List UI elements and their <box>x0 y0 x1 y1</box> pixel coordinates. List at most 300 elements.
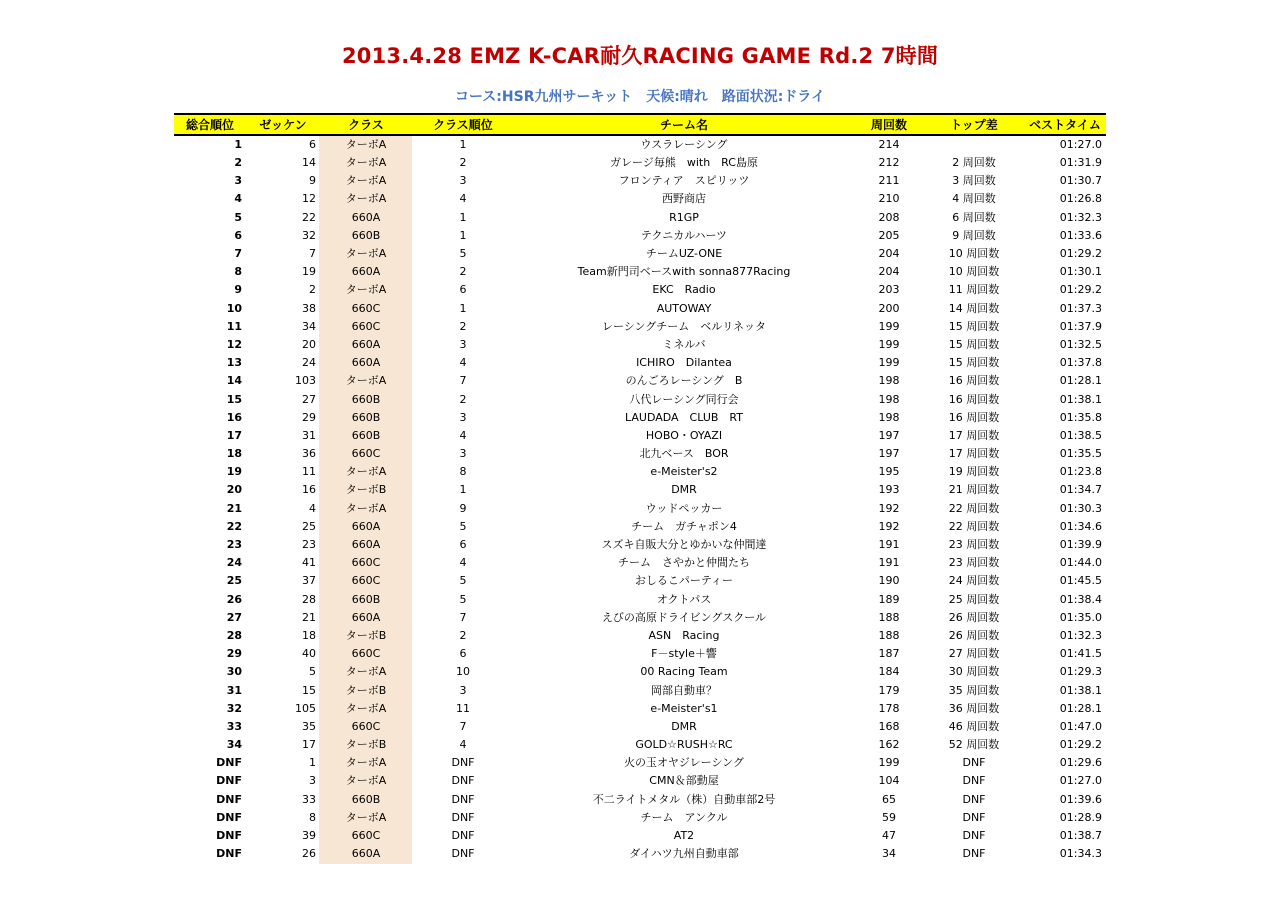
car-class: ターボB <box>345 738 387 752</box>
car-number: 37 <box>302 574 316 588</box>
lap-count: 204 <box>878 247 900 261</box>
best-lap-time: 01:47.0 <box>1059 719 1102 733</box>
gap-to-leader: 15 周回数 <box>948 319 1000 333</box>
team-name: レーシングチーム ベルリネッタ <box>601 319 767 333</box>
car-number: 19 <box>302 265 316 279</box>
best-lap-time: 01:28.1 <box>1059 374 1102 388</box>
lap-count: 210 <box>878 192 900 206</box>
class-rank: 2 <box>459 628 467 642</box>
table-row <box>174 572 1106 590</box>
gap-to-leader: 46 周回数 <box>948 719 1000 733</box>
best-lap-time: 01:37.8 <box>1059 356 1102 370</box>
class-rank: DNF <box>451 774 475 788</box>
lap-count: 168 <box>878 719 900 733</box>
best-lap-time: 01:29.2 <box>1059 738 1102 752</box>
table-header-row <box>174 114 1106 135</box>
car-class: 660A <box>351 610 381 624</box>
team-name: F－style＋響 <box>651 647 717 661</box>
car-class: ターボA <box>345 465 387 479</box>
overall-position: DNF <box>216 756 242 770</box>
gap-to-leader: 6 周回数 <box>952 210 996 224</box>
table-row <box>174 772 1106 790</box>
team-name: おしるこパーティー <box>634 574 734 588</box>
overall-position: 15 <box>226 392 242 406</box>
best-lap-time: 01:38.5 <box>1059 428 1102 442</box>
class-rank: 5 <box>459 247 467 261</box>
team-name: チーム アンクル <box>640 810 728 824</box>
car-number: 3 <box>309 774 316 788</box>
car-number: 32 <box>302 228 316 242</box>
header-overall: 総合順位 <box>174 114 246 135</box>
best-lap-time: 01:35.8 <box>1059 410 1102 424</box>
team-name: 00 Racing Team <box>640 665 728 679</box>
best-lap-time: 01:32.3 <box>1059 210 1102 224</box>
gap-to-leader: 19 周回数 <box>948 465 1000 479</box>
best-lap-time: 01:38.1 <box>1059 392 1102 406</box>
table-row <box>174 154 1106 172</box>
lap-count: 104 <box>878 774 900 788</box>
class-rank: 8 <box>459 465 467 479</box>
class-rank: 4 <box>459 556 467 570</box>
gap-to-leader: 27 周回数 <box>948 647 1000 661</box>
gap-to-leader: 25 周回数 <box>948 592 1000 606</box>
gap-to-leader: 14 周回数 <box>948 301 1000 315</box>
table-row <box>174 409 1106 427</box>
best-lap-time: 01:39.9 <box>1059 538 1102 552</box>
table-row <box>174 681 1106 699</box>
gap-to-leader: 24 周回数 <box>948 574 1000 588</box>
gap-to-leader: 9 周回数 <box>952 228 996 242</box>
overall-position: 17 <box>226 428 242 442</box>
overall-position: DNF <box>216 792 242 806</box>
car-number: 39 <box>302 829 316 843</box>
class-rank: 5 <box>459 574 467 588</box>
car-number: 40 <box>302 647 316 661</box>
lap-count: 204 <box>878 265 900 279</box>
lap-count: 191 <box>878 538 900 552</box>
lap-count: 200 <box>878 301 900 315</box>
car-number: 105 <box>295 701 316 715</box>
car-class: ターボA <box>345 701 387 715</box>
lap-count: 214 <box>878 138 900 151</box>
gap-to-leader: 30 周回数 <box>948 665 1000 679</box>
table-row <box>174 791 1106 809</box>
table-row <box>174 591 1106 609</box>
car-number: 11 <box>302 465 316 479</box>
car-class: ターボA <box>345 810 387 824</box>
header-class-rank: クラス順位 <box>412 114 514 135</box>
team-name: 八代レーシング同行会 <box>629 392 739 406</box>
table-row <box>174 700 1106 718</box>
car-class: 660C <box>351 447 381 461</box>
team-name: チームUZ-ONE <box>645 247 723 261</box>
car-number: 41 <box>302 556 316 570</box>
lap-count: 208 <box>878 210 900 224</box>
best-lap-time: 01:23.8 <box>1059 465 1102 479</box>
car-class: 660B <box>351 592 381 606</box>
lap-count: 198 <box>878 392 900 406</box>
car-class: ターボA <box>345 665 387 679</box>
table-row <box>174 445 1106 463</box>
class-rank: 2 <box>459 265 467 279</box>
class-rank: 1 <box>459 210 467 224</box>
team-name: ウスラレーシング <box>640 138 728 151</box>
team-name: EKC Radio <box>652 283 716 297</box>
table-row <box>174 645 1106 663</box>
gap-to-leader: 17 周回数 <box>948 428 1000 442</box>
gap-to-leader: 22 周回数 <box>948 519 1000 533</box>
team-name: 岡部自動車？ <box>651 683 717 697</box>
overall-position: 10 <box>226 301 242 315</box>
overall-position: 20 <box>226 483 242 497</box>
lap-count: 188 <box>878 628 900 642</box>
best-lap-time: 01:45.5 <box>1059 574 1102 588</box>
overall-position: DNF <box>216 774 242 788</box>
best-lap-time: 01:28.9 <box>1059 810 1102 824</box>
overall-position: 13 <box>226 356 242 370</box>
lap-count: 197 <box>878 447 900 461</box>
overall-position: 33 <box>226 719 242 733</box>
team-name: DMR <box>671 483 697 497</box>
lap-count: 203 <box>878 283 900 297</box>
lap-count: 199 <box>878 319 900 333</box>
class-rank: 3 <box>459 683 467 697</box>
class-rank: 1 <box>459 138 467 151</box>
car-class: 660A <box>351 538 381 552</box>
best-lap-time: 01:30.7 <box>1059 174 1102 188</box>
car-number: 28 <box>302 592 316 606</box>
gap-to-leader: 3 周回数 <box>952 174 996 188</box>
header-gap: トップ差 <box>924 114 1024 135</box>
overall-position: 24 <box>226 556 242 570</box>
lap-count: 188 <box>878 610 900 624</box>
best-lap-time: 01:30.3 <box>1059 501 1102 515</box>
lap-count: 189 <box>878 592 900 606</box>
overall-position: 19 <box>226 465 242 479</box>
car-class: 660B <box>351 228 381 242</box>
car-class: ターボA <box>345 374 387 388</box>
class-rank: 7 <box>459 719 467 733</box>
overall-position: DNF <box>216 810 242 824</box>
team-name: AUTOWAY <box>656 301 712 315</box>
table-row <box>174 135 1106 154</box>
best-lap-time: 01:38.4 <box>1059 592 1102 606</box>
car-number: 2 <box>309 283 316 297</box>
gap-to-leader: 15 周回数 <box>948 337 1000 351</box>
overall-position: 11 <box>226 319 242 333</box>
table-row <box>174 227 1106 245</box>
car-class: ターボA <box>345 774 387 788</box>
best-lap-time: 01:32.5 <box>1059 337 1102 351</box>
table-row <box>174 354 1106 372</box>
table-row <box>174 209 1106 227</box>
best-lap-time: 01:27.0 <box>1059 138 1102 151</box>
car-class: ターボA <box>345 283 387 297</box>
team-name: ASN Racing <box>648 628 720 642</box>
car-class: 660C <box>351 829 381 843</box>
lap-count: 192 <box>878 501 900 515</box>
gap-to-leader: 36 周回数 <box>948 701 1000 715</box>
gap-to-leader: 11 周回数 <box>948 283 1000 297</box>
gap-to-leader: 10 周回数 <box>948 247 1000 261</box>
car-number: 24 <box>302 356 316 370</box>
table-row <box>174 372 1106 390</box>
lap-count: 212 <box>878 156 900 170</box>
class-rank: 2 <box>459 156 467 170</box>
car-number: 17 <box>302 738 316 752</box>
table-row <box>174 336 1106 354</box>
car-number: 35 <box>302 719 316 733</box>
car-class: ターボB <box>345 683 387 697</box>
car-number: 38 <box>302 301 316 315</box>
gap-to-leader: DNF <box>962 792 986 806</box>
lap-count: 184 <box>878 665 900 679</box>
table-row <box>174 500 1106 518</box>
lap-count: 199 <box>878 756 900 770</box>
gap-to-leader: 35 周回数 <box>948 683 1000 697</box>
best-lap-time: 01:31.9 <box>1059 156 1102 170</box>
car-number: 21 <box>302 610 316 624</box>
car-number: 23 <box>302 538 316 552</box>
best-lap-time: 01:29.2 <box>1059 283 1102 297</box>
overall-position: 32 <box>226 701 242 715</box>
lap-count: 59 <box>882 810 896 824</box>
class-rank: 2 <box>459 319 467 333</box>
car-class: 660B <box>351 392 381 406</box>
header-laps: 周回数 <box>854 114 924 135</box>
gap-to-leader: DNF <box>962 756 986 770</box>
gap-to-leader: 15 周回数 <box>948 356 1000 370</box>
overall-position: 14 <box>226 374 242 388</box>
results-body <box>174 135 1106 863</box>
car-number: 6 <box>309 138 316 151</box>
overall-position: 2 <box>234 156 242 170</box>
car-class: ターボB <box>345 628 387 642</box>
class-rank: 7 <box>459 374 467 388</box>
class-rank: 4 <box>459 356 467 370</box>
class-rank: 7 <box>459 610 467 624</box>
class-rank: DNF <box>451 756 475 770</box>
overall-position: 31 <box>226 683 242 697</box>
lap-count: 199 <box>878 337 900 351</box>
table-row <box>174 300 1106 318</box>
team-name: フロンティア スピリッツ <box>618 174 750 188</box>
team-name: ミネルバ <box>662 337 706 351</box>
team-name: オクトパス <box>656 592 712 606</box>
overall-position: 25 <box>226 574 242 588</box>
car-number: 34 <box>302 319 316 333</box>
car-number: 4 <box>309 501 316 515</box>
best-lap-time: 01:35.0 <box>1059 610 1102 624</box>
gap-to-leader <box>924 135 1024 154</box>
results-table <box>174 113 1106 863</box>
table-row <box>174 318 1106 336</box>
best-lap-time: 01:44.0 <box>1059 556 1102 570</box>
header-team: チーム名 <box>514 114 854 135</box>
car-class: ターボA <box>345 156 387 170</box>
lap-count: 198 <box>878 410 900 424</box>
table-row <box>174 390 1106 408</box>
table-row <box>174 172 1106 190</box>
table-row <box>174 463 1106 481</box>
car-class: 660C <box>351 574 381 588</box>
overall-position: 21 <box>226 501 242 515</box>
overall-position: 5 <box>234 210 242 224</box>
class-rank: 4 <box>459 738 467 752</box>
table-row <box>174 754 1106 772</box>
overall-position: 8 <box>234 265 242 279</box>
class-rank: 5 <box>459 519 467 533</box>
car-class: ターボA <box>345 174 387 188</box>
gap-to-leader: 23 周回数 <box>948 556 1000 570</box>
overall-position: 3 <box>234 174 242 188</box>
best-lap-time: 01:32.3 <box>1059 628 1102 642</box>
gap-to-leader: DNF <box>962 810 986 824</box>
overall-position: 1 <box>234 138 242 151</box>
table-row <box>174 536 1106 554</box>
car-number: 22 <box>302 210 316 224</box>
class-rank: 5 <box>459 592 467 606</box>
car-class: ターボA <box>345 501 387 515</box>
team-name: Team新門司ベースwith sonna877Racing <box>577 265 791 279</box>
table-row <box>174 809 1106 827</box>
car-class: 660A <box>351 337 381 351</box>
overall-position: 28 <box>226 628 242 642</box>
gap-to-leader: 26 周回数 <box>948 610 1000 624</box>
overall-position: 23 <box>226 538 242 552</box>
best-lap-time: 01:29.2 <box>1059 247 1102 261</box>
class-rank: DNF <box>451 829 475 843</box>
car-class: 660C <box>351 319 381 333</box>
overall-position: 27 <box>226 610 242 624</box>
overall-position: 6 <box>234 228 242 242</box>
best-lap-time: 01:41.5 <box>1059 647 1102 661</box>
overall-position: 26 <box>226 592 242 606</box>
team-name: 火の玉オヤジレーシング <box>624 756 744 770</box>
team-name: えびの高原ドライビングスクール <box>601 610 767 624</box>
table-row <box>174 663 1106 681</box>
table-row <box>174 427 1106 445</box>
gap-to-leader: 16 周回数 <box>948 392 1000 406</box>
car-number: 29 <box>302 410 316 424</box>
class-rank: 3 <box>459 447 467 461</box>
results-table-container <box>174 113 1106 863</box>
header-class: クラス <box>320 114 412 135</box>
team-name: チーム ガチャポン4 <box>631 519 737 533</box>
team-name: 北九ベース BOR <box>639 447 729 461</box>
class-rank: 3 <box>459 410 467 424</box>
car-number: 14 <box>302 156 316 170</box>
class-rank: 10 <box>456 665 470 679</box>
gap-to-leader: DNF <box>962 847 986 861</box>
table-row <box>174 281 1106 299</box>
gap-to-leader: 52 周回数 <box>948 738 1000 752</box>
car-class: 660C <box>351 556 381 570</box>
car-number: 5 <box>309 665 316 679</box>
class-rank: 6 <box>459 538 467 552</box>
class-rank: 1 <box>459 483 467 497</box>
car-number: 20 <box>302 337 316 351</box>
header-number: ゼッケン <box>246 114 320 135</box>
team-name: 西野商店 <box>662 192 706 206</box>
car-class: 660A <box>351 265 381 279</box>
class-rank: 9 <box>459 501 467 515</box>
team-name: AT2 <box>673 829 695 843</box>
car-class: ターボA <box>345 192 387 206</box>
gap-to-leader: DNF <box>962 829 986 843</box>
lap-count: 191 <box>878 556 900 570</box>
best-lap-time: 01:37.9 <box>1059 319 1102 333</box>
best-lap-time: 01:30.1 <box>1059 265 1102 279</box>
page-title: 2013.4.28 EMZ K-CAR耐久RACING GAME Rd.2 7時間 <box>341 44 939 68</box>
gap-to-leader: 16 周回数 <box>948 410 1000 424</box>
gap-to-leader: 4 周回数 <box>952 192 996 206</box>
lap-count: 65 <box>882 792 896 806</box>
best-lap-time: 01:35.5 <box>1059 447 1102 461</box>
car-class: 660C <box>351 647 381 661</box>
table-row <box>174 245 1106 263</box>
team-name: CMN＆部動屋 <box>649 774 719 788</box>
lap-count: 205 <box>878 228 900 242</box>
team-name: GOLD☆RUSH☆RC <box>635 738 733 752</box>
team-name: ガレージ毎熊 with RC島原 <box>610 156 758 170</box>
best-lap-time: 01:39.6 <box>1059 792 1102 806</box>
lap-count: 190 <box>878 574 900 588</box>
lap-count: 211 <box>878 174 900 188</box>
best-lap-time: 01:29.6 <box>1059 756 1102 770</box>
car-class: ターボA <box>345 247 387 261</box>
lap-count: 198 <box>878 374 900 388</box>
overall-position: DNF <box>216 829 242 843</box>
best-lap-time: 01:38.1 <box>1059 683 1102 697</box>
car-number: 16 <box>302 483 316 497</box>
lap-count: 197 <box>878 428 900 442</box>
class-rank: 11 <box>456 701 470 715</box>
car-number: 8 <box>309 810 316 824</box>
class-rank: 3 <box>459 174 467 188</box>
overall-position: 30 <box>226 665 242 679</box>
class-rank: DNF <box>451 792 475 806</box>
lap-count: 199 <box>878 356 900 370</box>
gap-to-leader: DNF <box>962 774 986 788</box>
class-rank: 4 <box>459 192 467 206</box>
car-number: 12 <box>302 192 316 206</box>
class-rank: 6 <box>459 283 467 297</box>
team-name: 不二ライトメタル（株）自動車部2号 <box>592 792 776 806</box>
team-name: ウッドペッカー <box>645 501 723 515</box>
overall-position: 29 <box>226 647 242 661</box>
car-number: 27 <box>302 392 316 406</box>
car-class: ターボA <box>345 138 387 151</box>
car-number: 26 <box>302 847 316 861</box>
overall-position: 18 <box>226 447 242 461</box>
overall-position: 7 <box>234 247 242 261</box>
best-lap-time: 01:26.8 <box>1059 192 1102 206</box>
class-rank: 4 <box>459 428 467 442</box>
car-class: 660B <box>351 792 381 806</box>
overall-position: 9 <box>234 283 242 297</box>
car-class: ターボA <box>345 756 387 770</box>
lap-count: 193 <box>878 483 900 497</box>
lap-count: 178 <box>878 701 900 715</box>
car-number: 31 <box>302 428 316 442</box>
gap-to-leader: 17 周回数 <box>948 447 1000 461</box>
car-number: 7 <box>309 247 316 261</box>
overall-position: 16 <box>226 410 242 424</box>
class-rank: 6 <box>459 647 467 661</box>
class-rank: 1 <box>459 301 467 315</box>
table-row <box>174 627 1106 645</box>
